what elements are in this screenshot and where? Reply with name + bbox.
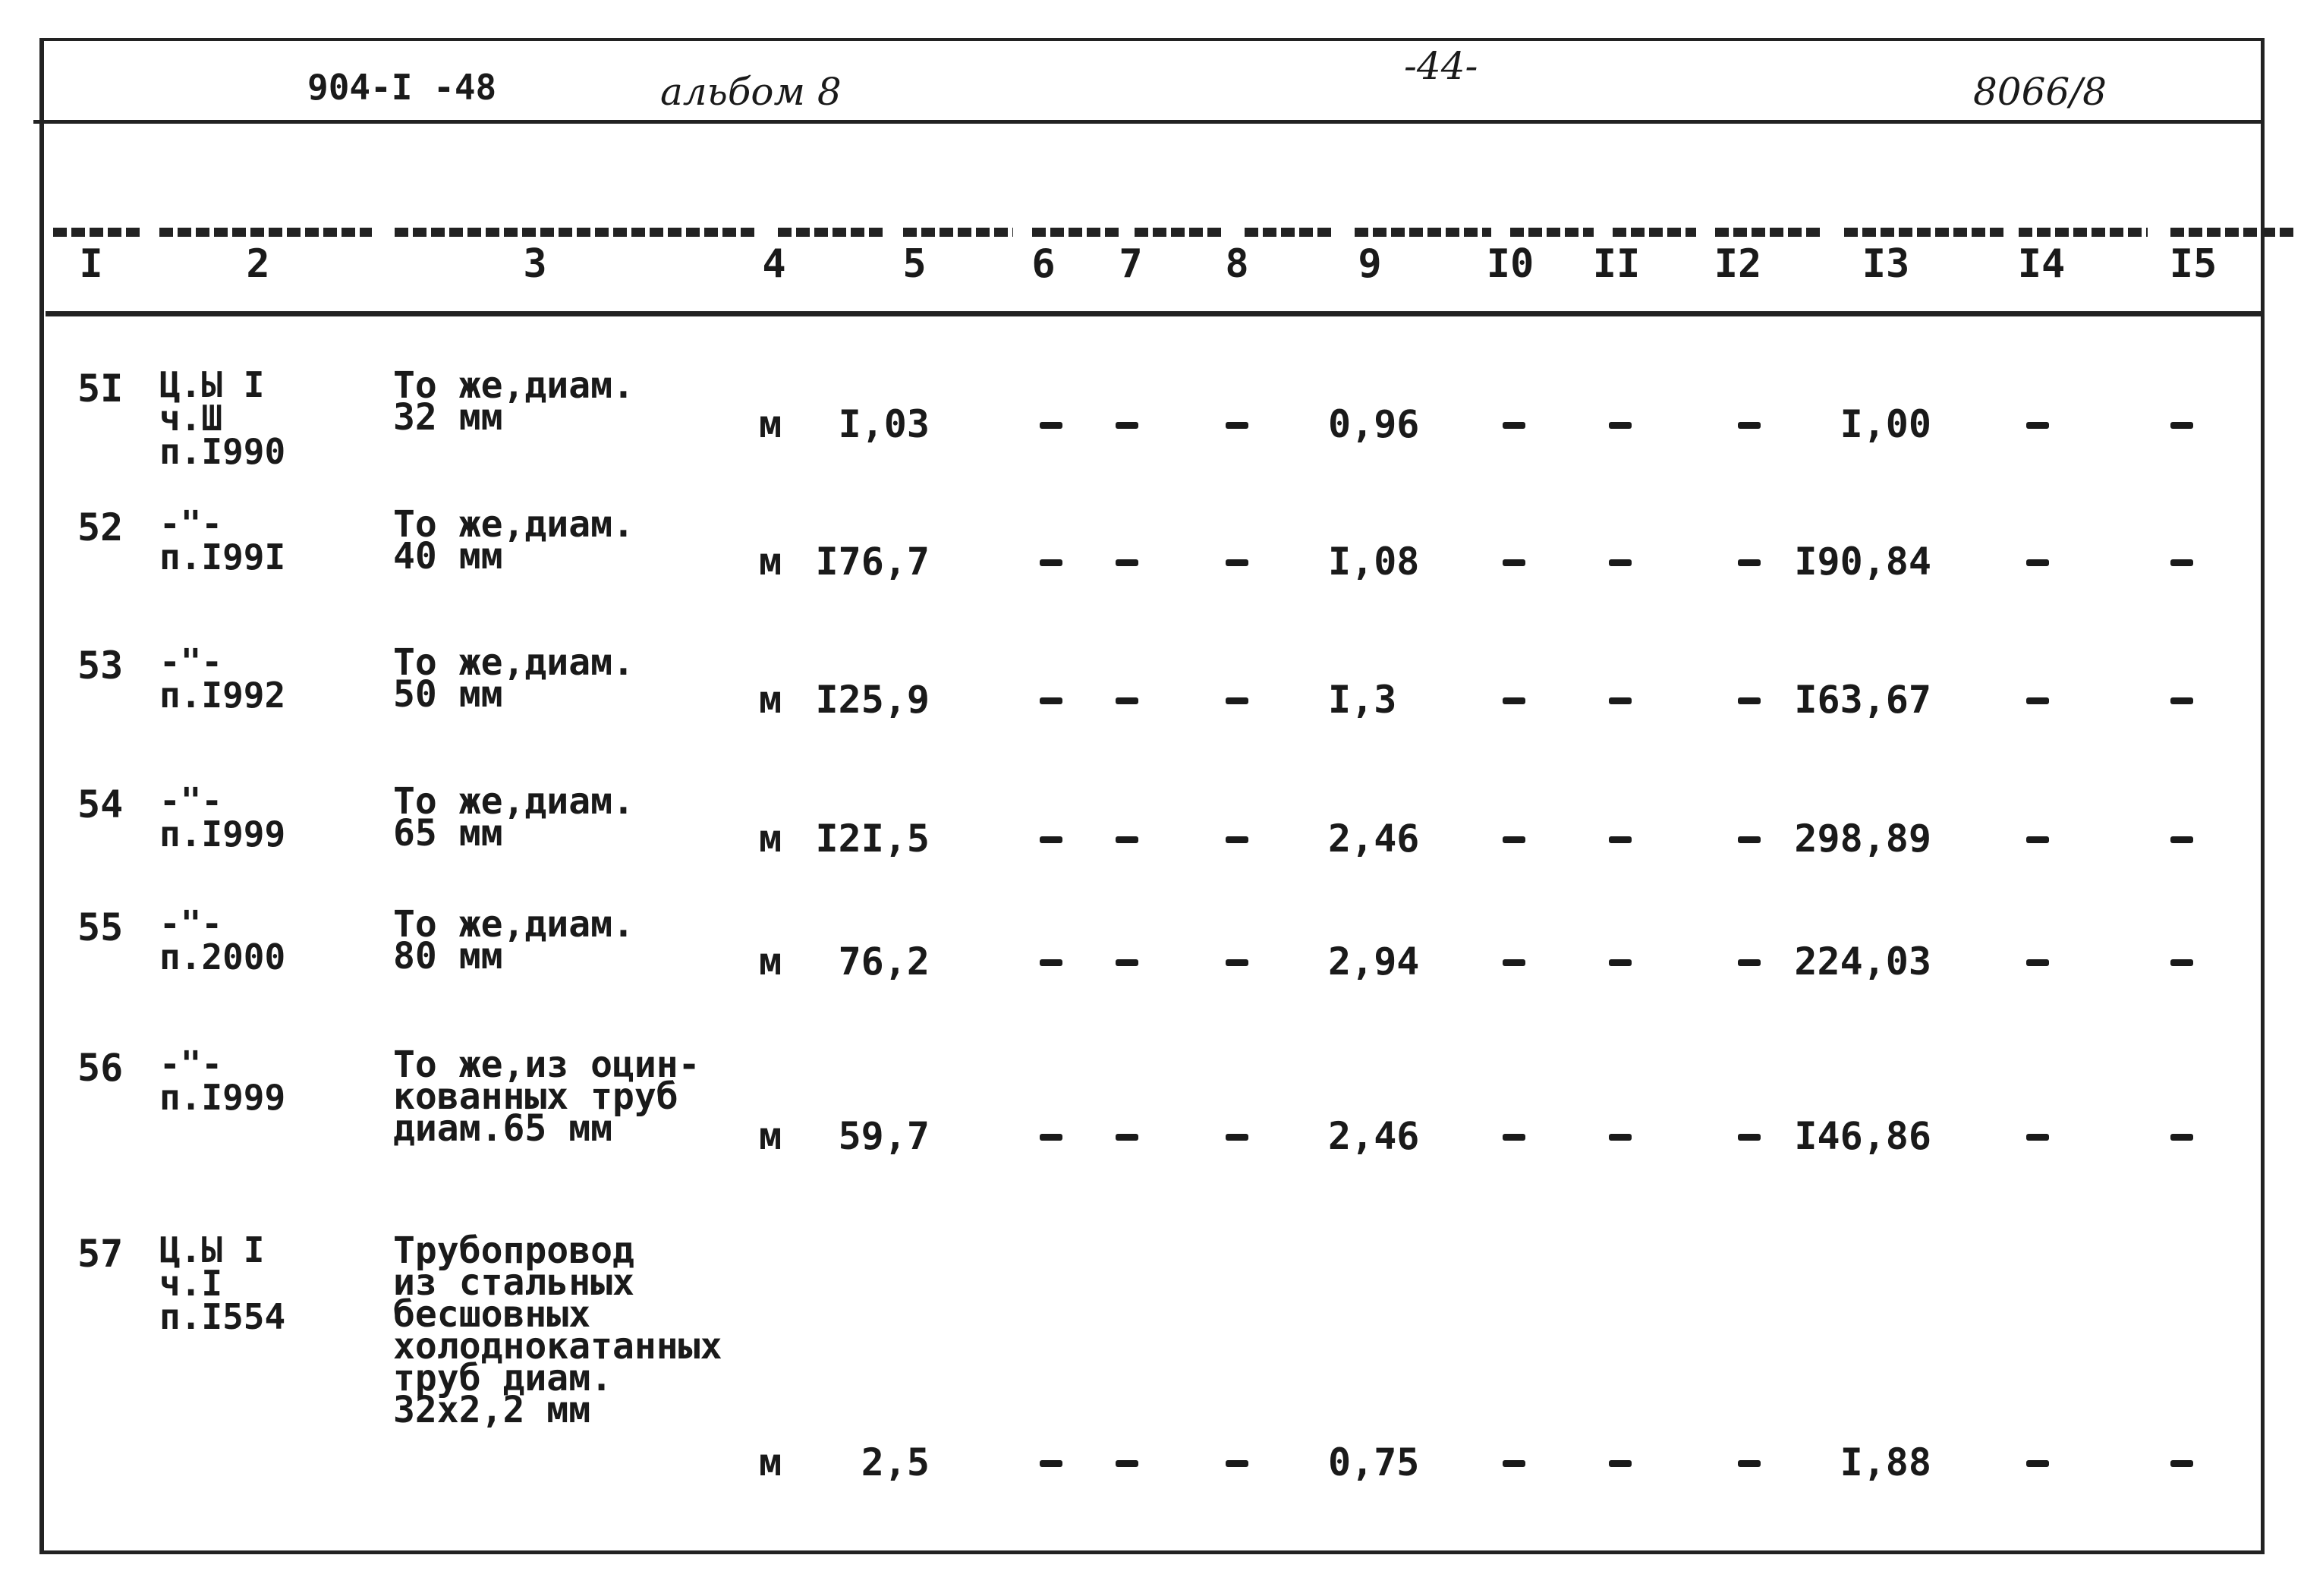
column-header-9: 9 (1358, 241, 1382, 287)
empty-cell-dash (1738, 959, 1761, 966)
row-description: То же,диам. 80 мм (393, 903, 634, 977)
row-unit: м (759, 678, 782, 722)
row-value-col13: I46,86 (1794, 1114, 1931, 1158)
row-number: 55 (77, 905, 124, 949)
empty-cell-dash (1609, 959, 1632, 966)
empty-cell-dash (2170, 1134, 2193, 1141)
row-value-col13: I,00 (1840, 402, 1931, 446)
row-reference: -"- п.I999 (159, 780, 286, 855)
row-value-col9: 2,94 (1328, 940, 1420, 984)
empty-cell-dash (1116, 422, 1138, 429)
empty-cell-dash (1609, 422, 1632, 429)
empty-cell-dash (1226, 1134, 1248, 1141)
row-quantity: 59,7 (838, 1114, 930, 1158)
row-unit: м (759, 1440, 782, 1484)
empty-cell-dash (2170, 836, 2193, 843)
empty-cell-dash (1609, 559, 1632, 566)
row-unit: м (759, 940, 782, 984)
empty-cell-dash (1226, 559, 1248, 566)
row-number: 56 (77, 1046, 124, 1090)
column-header-14: I4 (2017, 241, 2066, 287)
row-description: То же,диам. 65 мм (393, 780, 634, 855)
empty-cell-dash (1040, 1134, 1062, 1141)
header-rule (33, 120, 2265, 124)
empty-cell-dash (1738, 697, 1761, 704)
empty-cell-dash (1503, 959, 1525, 966)
column-header-8: 8 (1225, 241, 1249, 287)
column-header-divider (46, 228, 2262, 238)
empty-cell-dash (1609, 1460, 1632, 1467)
row-quantity: I,03 (838, 402, 930, 446)
empty-cell-dash (2170, 559, 2193, 566)
row-value-col13: I63,67 (1794, 678, 1931, 722)
empty-cell-dash (1116, 959, 1138, 966)
column-header-underline (46, 311, 2262, 316)
empty-cell-dash (2026, 559, 2049, 566)
column-header-4: 4 (762, 241, 786, 287)
row-value-col13: I,88 (1840, 1440, 1931, 1484)
row-reference: -"- п.2000 (159, 903, 286, 977)
row-number: 52 (77, 505, 124, 549)
empty-cell-dash (1226, 1460, 1248, 1467)
column-header-5: 5 (902, 241, 927, 287)
row-reference: Ц.Ы I ч.Ш п.I990 (159, 364, 286, 472)
empty-cell-dash (1116, 1134, 1138, 1141)
empty-cell-dash (1040, 422, 1062, 429)
row-description: То же,диам. 40 мм (393, 503, 634, 578)
page-number: -44- (1404, 44, 1478, 88)
row-description: То же,диам. 32 мм (393, 364, 634, 439)
empty-cell-dash (1040, 836, 1062, 843)
row-quantity: 76,2 (838, 940, 930, 984)
empty-cell-dash (2170, 1460, 2193, 1467)
row-unit: м (759, 540, 782, 584)
empty-cell-dash (2026, 1460, 2049, 1467)
row-reference: -"- п.I999 (159, 1044, 286, 1118)
row-value-col9: 2,46 (1328, 817, 1420, 861)
empty-cell-dash (1116, 836, 1138, 843)
empty-cell-dash (1040, 1460, 1062, 1467)
empty-cell-dash (1116, 697, 1138, 704)
empty-cell-dash (1040, 959, 1062, 966)
empty-cell-dash (1040, 559, 1062, 566)
row-value-col13: 224,03 (1794, 940, 1931, 984)
empty-cell-dash (2026, 959, 2049, 966)
empty-cell-dash (1116, 559, 1138, 566)
column-header-11: II (1592, 241, 1641, 287)
empty-cell-dash (2026, 697, 2049, 704)
empty-cell-dash (1503, 697, 1525, 704)
empty-cell-dash (1609, 836, 1632, 843)
empty-cell-dash (2026, 422, 2049, 429)
row-value-col13: 298,89 (1794, 817, 1931, 861)
empty-cell-dash (1609, 697, 1632, 704)
empty-cell-dash (1226, 697, 1248, 704)
empty-cell-dash (1226, 836, 1248, 843)
row-reference: Ц.Ы I ч.I п.I554 (159, 1229, 286, 1337)
empty-cell-dash (2170, 697, 2193, 704)
row-description: Трубопровод из стальных бесшовных холоднокатанных труб диам. 32х2,2 мм (393, 1229, 722, 1431)
row-number: 53 (77, 644, 124, 688)
empty-cell-dash (1226, 422, 1248, 429)
row-unit: м (759, 817, 782, 861)
row-value-col13: I90,84 (1794, 540, 1931, 584)
row-quantity: I76,7 (815, 540, 930, 584)
empty-cell-dash (1503, 559, 1525, 566)
row-quantity: 2,5 (861, 1440, 930, 1484)
album-label: альбом 8 (660, 70, 842, 114)
empty-cell-dash (1226, 959, 1248, 966)
column-header-10: I0 (1486, 241, 1534, 287)
empty-cell-dash (2026, 1134, 2049, 1141)
empty-cell-dash (1738, 1460, 1761, 1467)
row-value-col9: 0,96 (1328, 402, 1420, 446)
row-value-col9: 2,46 (1328, 1114, 1420, 1158)
empty-cell-dash (1738, 1134, 1761, 1141)
row-reference: -"- п.I99I (159, 503, 286, 578)
row-unit: м (759, 1114, 782, 1158)
row-description: То же,из оцин- кованных труб диам.65 мм (393, 1044, 700, 1150)
empty-cell-dash (1040, 697, 1062, 704)
row-number: 54 (77, 782, 124, 826)
empty-cell-dash (1503, 1134, 1525, 1141)
column-header-15: I5 (2169, 241, 2217, 287)
row-value-col9: I,3 (1328, 678, 1397, 722)
empty-cell-dash (1738, 422, 1761, 429)
column-header-7: 7 (1119, 241, 1143, 287)
empty-cell-dash (1609, 1134, 1632, 1141)
column-header-3: 3 (523, 241, 547, 287)
row-quantity: I2I,5 (815, 817, 930, 861)
empty-cell-dash (2170, 959, 2193, 966)
row-description: То же,диам. 50 мм (393, 641, 634, 716)
row-value-col9: 0,75 (1328, 1440, 1420, 1484)
empty-cell-dash (1503, 836, 1525, 843)
document-number: 8066/8 (1973, 70, 2107, 114)
empty-cell-dash (1116, 1460, 1138, 1467)
empty-cell-dash (1503, 1460, 1525, 1467)
empty-cell-dash (2026, 836, 2049, 843)
row-reference: -"- п.I992 (159, 641, 286, 716)
column-header-1: I (79, 241, 103, 287)
empty-cell-dash (1503, 422, 1525, 429)
column-header-2: 2 (246, 241, 270, 287)
empty-cell-dash (1738, 559, 1761, 566)
row-quantity: I25,9 (815, 678, 930, 722)
document-code: 904-I -48 (307, 67, 497, 108)
row-number: 5I (77, 367, 124, 411)
empty-cell-dash (1738, 836, 1761, 843)
empty-cell-dash (2170, 422, 2193, 429)
row-value-col9: I,08 (1328, 540, 1420, 584)
column-header-13: I3 (1862, 241, 1910, 287)
column-header-6: 6 (1031, 241, 1056, 287)
row-unit: м (759, 402, 782, 446)
row-number: 57 (77, 1232, 124, 1276)
column-header-12: I2 (1714, 241, 1762, 287)
